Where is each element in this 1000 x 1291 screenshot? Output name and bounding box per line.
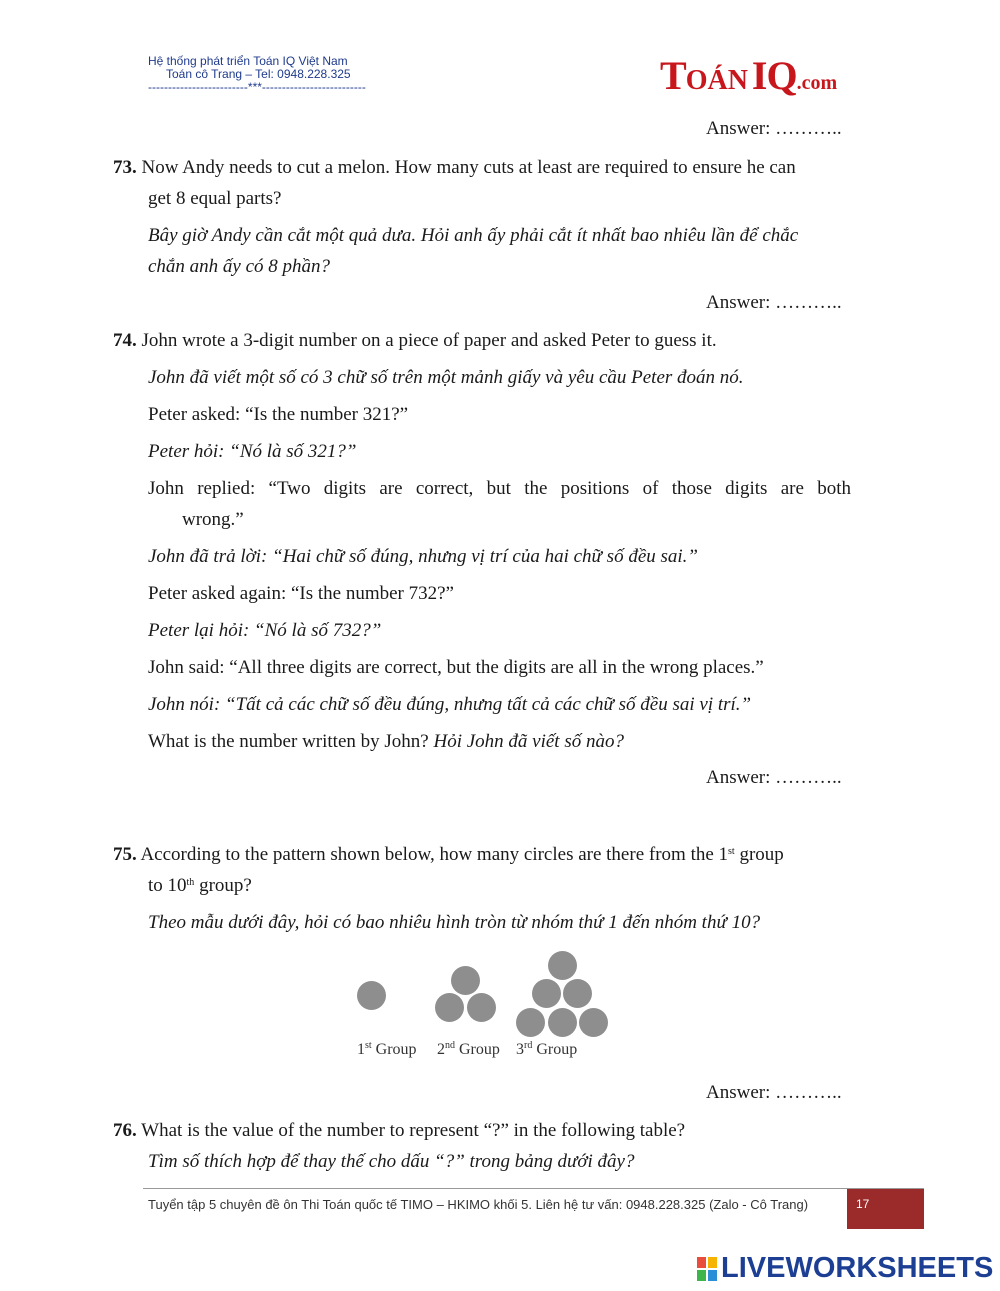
group2-circle: [451, 966, 480, 995]
q74-peter-ask1-vi: Peter hỏi: “Nó là số 321?”: [148, 441, 357, 462]
q74-peter-ask1: Peter asked: “Is the number 321?”: [148, 404, 409, 425]
q73-vi-line2: chắn anh ấy có 8 phần?: [148, 256, 331, 277]
group3-circle: [563, 979, 592, 1008]
q75-text-line1: 75. According to the pattern shown below, how many circles are there from the 1st group: [113, 844, 784, 865]
answer-field-73[interactable]: Answer: ………..: [706, 292, 842, 313]
group3-circle: [516, 1008, 545, 1037]
liveworksheets-brand[interactable]: LIVEWORKSHEETS: [721, 1252, 994, 1284]
q73-number: 73.: [113, 157, 137, 178]
q74-vi-line1: John đã viết một số có 3 chữ số trên một mảnh giấy và yêu cầu Peter đoán nó.: [148, 367, 744, 388]
answer-field-74[interactable]: Answer: ………..: [706, 767, 842, 788]
q75-vi: Theo mẫu dưới đây, hỏi có bao nhiêu hình tròn từ nhóm thứ 1 đến nhóm thứ 10?: [148, 912, 761, 933]
footer-divider: [143, 1188, 924, 1189]
group2-circle: [435, 993, 464, 1022]
q74-john-reply1-vi: John đã trả lời: “Hai chữ số đúng, nhưng vị trí của hai chữ số đều sai.”: [148, 546, 698, 567]
group1-label: 1st Group: [357, 1040, 417, 1058]
q74-john-reply1-cont: wrong.”: [182, 509, 244, 530]
q74-john-reply2-vi: John nói: “Tất cả các chữ số đều đúng, nhưng tất cả các chữ số đều sai vị trí.”: [148, 694, 752, 715]
answer-field-72[interactable]: Answer: ………..: [706, 118, 842, 139]
q73-text-line2: get 8 equal parts?: [148, 188, 282, 209]
q74-number: 74.: [113, 330, 137, 351]
group3-circle: [548, 1008, 577, 1037]
liveworksheets-logo-icon: [697, 1257, 717, 1281]
group3-label: 3rd Group: [516, 1040, 578, 1058]
q75-number: 75.: [113, 844, 137, 865]
q76-number: 76.: [113, 1120, 137, 1141]
q74-peter-ask2: Peter asked again: “Is the number 732?”: [148, 583, 454, 604]
group2-circle: [467, 993, 496, 1022]
q75-text-line2: to 10th group?: [148, 875, 252, 896]
toaniq-logo: TOÁN IQ.com: [660, 53, 838, 98]
q74-peter-ask2-vi: Peter lại hỏi: “Nó là số 732?”: [148, 620, 382, 641]
answer-field-75[interactable]: Answer: ………..: [706, 1082, 842, 1103]
page-number: 17: [856, 1197, 870, 1211]
q74-john-reply2: John said: “All three digits are correct, but the digits are all in the wrong places.”: [148, 657, 764, 678]
page-number-box: [847, 1189, 924, 1229]
header-divider: -------------------------***--------------------------: [148, 80, 366, 94]
group3-circle: [532, 979, 561, 1008]
group1-circle: [357, 981, 386, 1010]
header-org-name: Hệ thống phát triển Toán IQ Việt Nam: [148, 54, 348, 68]
q73-vi-line1: Bây giờ Andy cần cắt một quả dưa. Hỏi anh ấy phải cắt ít nhất bao nhiêu lần để chắc: [148, 225, 799, 246]
q74-text-line1: 74. John wrote a 3-digit number on a piece of paper and asked Peter to guess it.: [113, 330, 717, 351]
header-contact: Toán cô Trang – Tel: 0948.228.325: [166, 67, 351, 81]
q74-john-reply1: John replied: “Two digits are correct, but the positions of those digits are both: [148, 478, 851, 499]
group2-label: 2nd Group: [437, 1040, 500, 1058]
q76-vi: Tìm số thích hợp để thay thế cho dấu “?” trong bảng dưới đây?: [148, 1151, 635, 1172]
q73-text-line1: 73. Now Andy needs to cut a melon. How many cuts at least are required to ensure he can: [113, 157, 796, 178]
footer-text: Tuyển tập 5 chuyên đề ôn Thi Toán quốc tế TIMO – HKIMO khối 5. Liên hệ tư vấn: 0948.228.325 (Zalo - Cô Trang): [148, 1197, 809, 1212]
group3-circle: [579, 1008, 608, 1037]
group3-circle: [548, 951, 577, 980]
q76-text: 76. What is the value of the number to represent “?” in the following table?: [113, 1120, 686, 1141]
q74-question: What is the number written by John? Hỏi John đã viết số nào?: [148, 731, 624, 752]
